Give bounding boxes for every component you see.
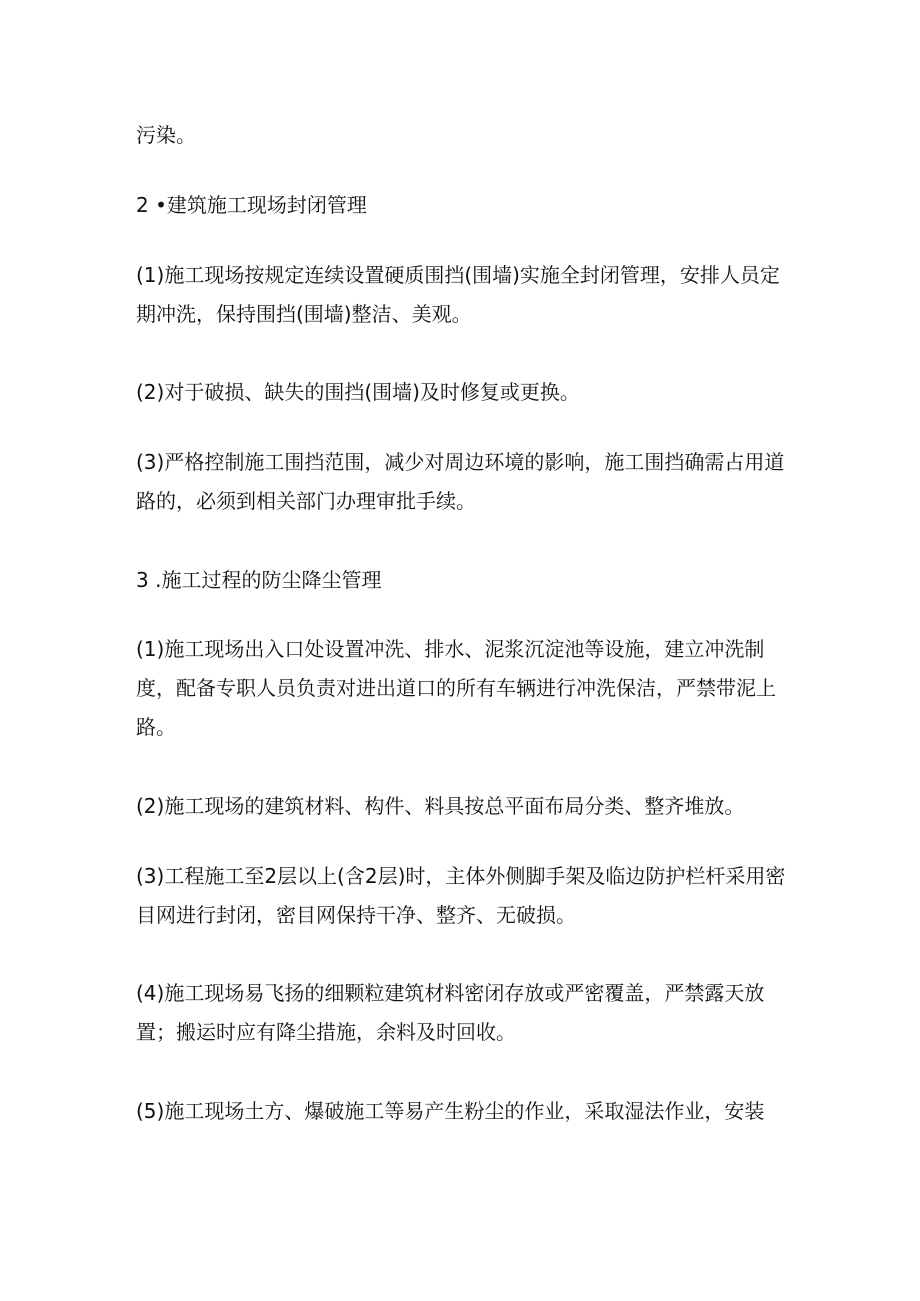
paragraph-3-1: (1)施工现场出入口处设置冲洗、排水、泥浆沉淀池等设施，建立冲洗制度，配备专职人员负责对进出道口的所有车辆进行冲洗保洁，严禁带泥上路。 <box>136 637 776 739</box>
section-heading-3: 3 .施工过程的防尘降尘管理 <box>136 568 382 592</box>
section-heading-2: 2 •建筑施工现场封闭管理 <box>136 193 367 217</box>
paragraph-3-2: (2)施工现场的建筑材料、构件、料具按总平面布局分类、整齐堆放。 <box>136 794 745 818</box>
paragraph-3-4: (4)施工现场易飞扬的细颗粒建筑材料密闭存放或严密覆盖，严禁露天放置；搬运时应有降尘措施，余料及时回收。 <box>136 981 765 1044</box>
paragraph-3-5: (5)施工现场土方、爆破施工等易产生粉尘的作业，采取湿法作业，安装 <box>136 1099 765 1123</box>
paragraph-3-3: (3)工程施工至2层以上(含2层)时，主体外侧脚手架及临边防护栏杆采用密目网进行封闭，密目网保持干净、整齐、无破损。 <box>136 864 786 927</box>
paragraph-2-3: (3)严格控制施工围挡范围，减少对周边环境的影响，施工围挡确需占用道路的，必须到相关部门办理审批手续。 <box>136 450 785 513</box>
paragraph-2-1: (1)施工现场按规定连续设置硬质围挡(围墙)实施全封闭管理，安排人员定期冲洗，保持围挡(围墙)整洁、美观。 <box>136 263 780 326</box>
paragraph-2-2: (2)对于破损、缺失的围挡(围墙)及时修复或更换。 <box>136 380 580 404</box>
paragraph-continuation: 污染。 <box>136 123 196 147</box>
